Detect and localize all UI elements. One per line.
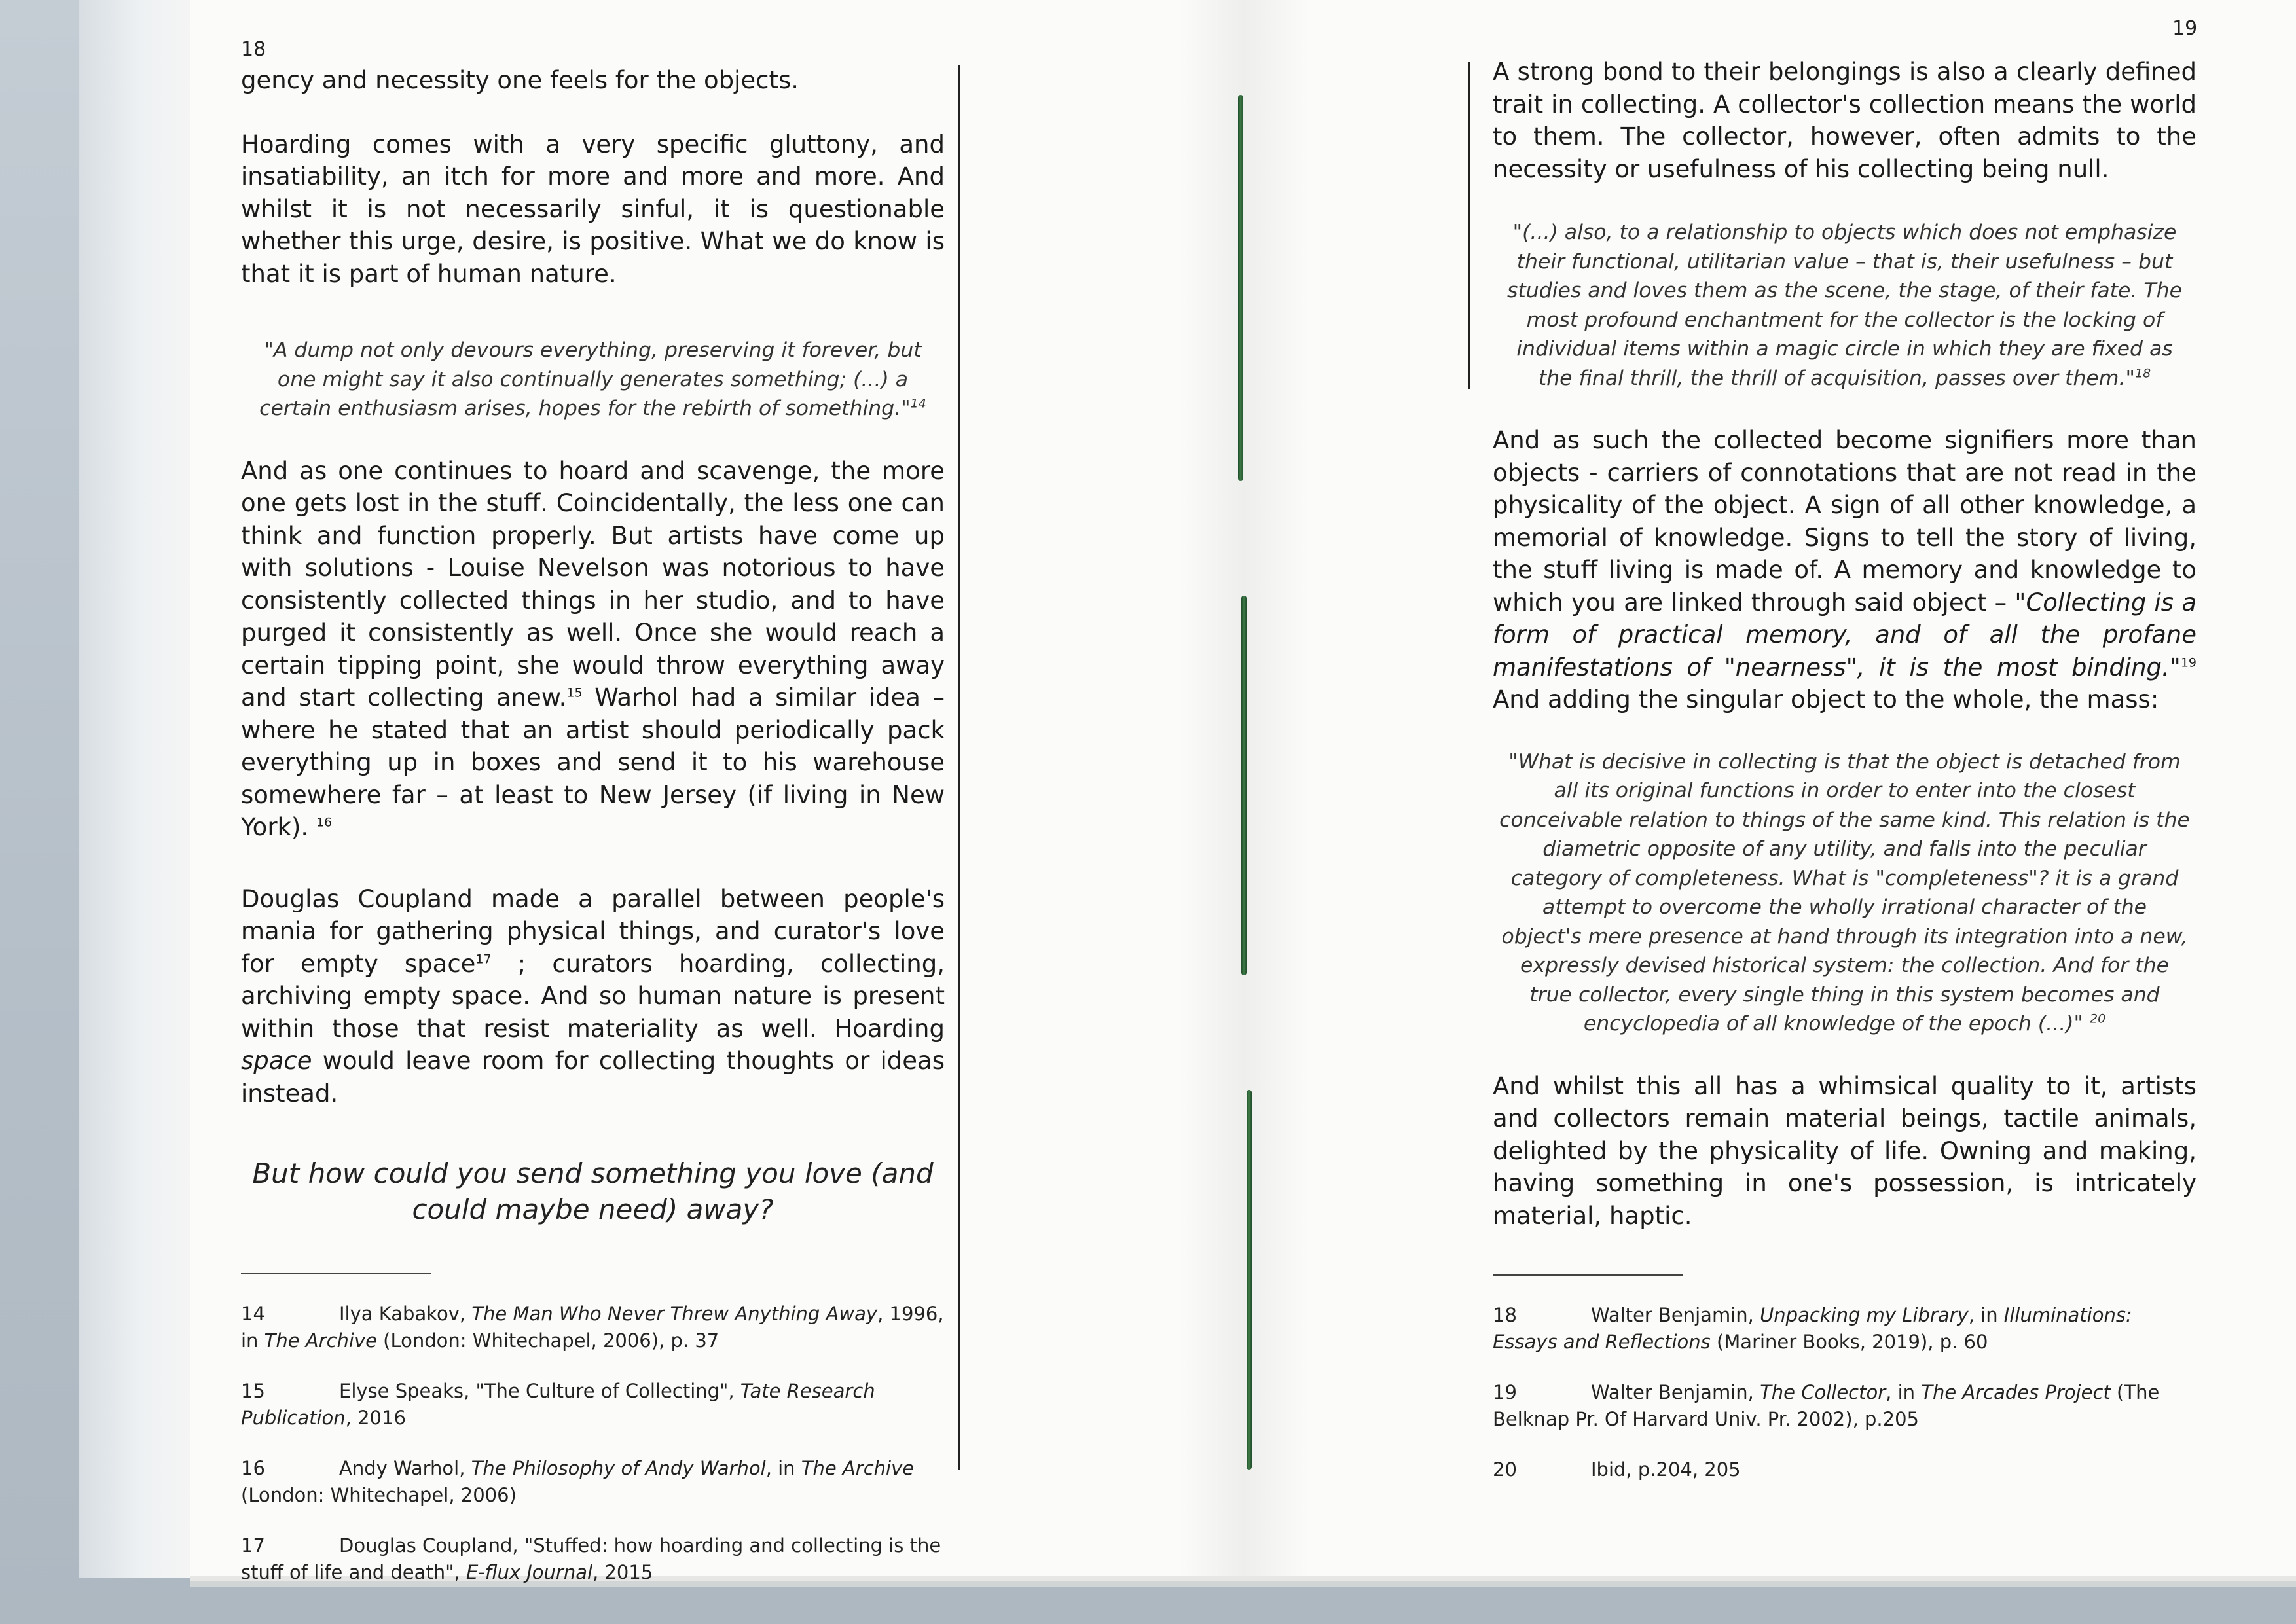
footnote-number: 18 (1493, 1304, 1517, 1326)
book-edge (79, 0, 203, 1578)
footnote-text: Illuminations: Essays and Reflections (1493, 1304, 2132, 1353)
right-paragraph-2: And as such the collected become signifiers more than objects - carriers of connotations that are not read in the physicality of the object. A sign of all other knowledge, a memorial of knowledge. Signs to tell the story of living, the stuff living is made of. A memory and knowledge to which you are linked through said object – "Collecting is a form of practical memory, and of all the profane manifestations of "nearness", it is the most binding."$^{19}$ And adding the singular object to the whole, the mass: (1493, 426, 2196, 713)
footnote-text: Walter Benjamin, (1591, 1381, 1760, 1403)
footnote-number: 14 (241, 1303, 265, 1325)
footnote-text: Tate Research Publication (241, 1380, 875, 1429)
footnote-text: The Arcades Project (1921, 1381, 2111, 1403)
left-paragraph-1: Hoarding comes with a very specific gluttony, and insatiability, an itch for more and more and more. And whilst it is not necessarily sinful, it is questionable whether this urge, desire, is positive. What we do know is that it is part of human nature. (241, 130, 945, 288)
left-page-body (241, 64, 945, 1586)
left-closing-question: But how could you send something you love (and could maybe need) away? (252, 1157, 934, 1225)
footnote-text: , in (765, 1457, 801, 1479)
left-column-rule (958, 65, 960, 1470)
footnote-number: 17 (241, 1534, 265, 1557)
left-page-number: 18 (241, 38, 266, 61)
left-quote-1: "A dump not only devours everything, preserving it forever, but one might say it also continually generates something; (...) a certain enthusiasm arises, hopes for the rebirth of something."$^{14}$ (259, 338, 926, 420)
footnote-text: (The Belknap Pr. Of Harvard Univ. Pr. 2002), p.205 (1493, 1381, 2160, 1430)
footnote-number: 20 (1493, 1458, 1517, 1481)
footnote-text: The Archive (801, 1457, 915, 1479)
right-footnote-rule (1493, 1274, 1683, 1276)
footnote-number: 15 (241, 1380, 265, 1402)
footnote-text: Ibid, p.204, 205 (1591, 1458, 1741, 1481)
right-column-rule (1468, 62, 1470, 389)
footnote-text: , in (1968, 1304, 2004, 1326)
footnote-text: , 1996, in (241, 1303, 944, 1352)
footnote-text: The Man Who Never Threw Anything Away (471, 1303, 878, 1325)
footnote-text: The Collector (1760, 1381, 1886, 1403)
footnote-text: Walter Benjamin, (1591, 1304, 1760, 1326)
left-footnote-rule (241, 1273, 431, 1274)
footnote (241, 1378, 945, 1432)
right-quote-1: "(...) also, to a relationship to objects which does not emphasize their functional, utilitarian value – that is, their usefulness – but studies and loves them as the scene, the stage, of their fate. The most profound enchantment for the collector is the locking of individual items within a magic circle in which they are fixed as the final thrill, the thrill of acquisition, passes over them."$^{18}$ (1506, 221, 2183, 390)
footnote-text: Ilya Kabakov, (339, 1303, 472, 1325)
left-paragraph-0: gency and necessity one feels for the objects. (241, 66, 799, 94)
footnote-text: (London: Whitechapel, 2006), p. 37 (376, 1329, 720, 1352)
right-paragraph-3: And whilst this all has a whimsical quality to it, artists and collectors remain material beings, tactile animals, delighted by the physicality of life. Owning and making, having something in one's possession, is intricately material, haptic. (1493, 1072, 2196, 1230)
binding-stitch-middle (1241, 596, 1247, 975)
footnote (241, 1532, 945, 1586)
left-paragraph-2: And as one continues to hoard and scavenge, the more one gets lost in the stuff. Coincidentally, the less one can think and function properly. But artists have come up with solutions - Louise Nevelson was notorious to have consistently collected things in her studio, and to have purged it consistently as well. Once she would reach a certain tipping point, she would throw everything away and start collecting anew.$^{15}$ Warhol had a similar idea – where he stated that an artist should periodically pack everything up in boxes and send it to his warehouse somewhere far – at least to New Jersey (if living in New York). $^{16}$ (241, 456, 945, 841)
right-paragraph-1: A strong bond to their belongings is also a clearly defined trait in collecting. A collector's collection means the world to them. The collector, however, often admits to the necessity or usefulness of his collecting being null. (1493, 58, 2196, 183)
footnote-text: (London: Whitechapel, 2006) (241, 1484, 517, 1506)
footnote-text: E-flux Journal (465, 1561, 593, 1583)
right-footnotes (1493, 1302, 2196, 1483)
footnote-text: Douglas Coupland, "Stuffed: how hoarding and collecting is the stuff of life and death", (241, 1534, 941, 1583)
footnote (241, 1455, 945, 1509)
footnote-text: (Mariner Books, 2019), p. 60 (1710, 1331, 1988, 1353)
footnote-number: 19 (1493, 1381, 1517, 1403)
footnote-text: Unpacking my Library (1760, 1304, 1969, 1326)
footnote-text: , 2015 (592, 1561, 653, 1583)
footnote (1493, 1456, 2196, 1483)
binding-stitch-top (1238, 95, 1243, 481)
right-page-number: 19 (2172, 17, 2198, 40)
footnote (1493, 1302, 2196, 1356)
footnote (241, 1301, 945, 1354)
left-footnotes (241, 1301, 945, 1586)
left-paragraph-3: Douglas Coupland made a parallel between people's mania for gathering physical things, and curator's love for empty space$^{17}$ ; curators hoarding, collecting, archiving empty space. And so human nature is present within those that resist materiality as well. Hoarding space would leave room for collecting thoughts or ideas instead. (241, 884, 945, 1108)
binding-stitch-bottom (1247, 1090, 1252, 1470)
right-page-body (1493, 56, 2196, 1483)
footnote-text: , 2016 (345, 1407, 406, 1429)
footnote (1493, 1379, 2196, 1433)
footnote-text: Elyse Speaks, "The Culture of Collecting", (339, 1380, 740, 1402)
footnote-text: The Philosophy of Andy Warhol (471, 1457, 766, 1479)
footnote-text: Andy Warhol, (339, 1457, 471, 1479)
footnote-text: The Archive (264, 1329, 377, 1352)
footnote-text: , in (1886, 1381, 1922, 1403)
right-quote-2: "What is decisive in collecting is that the object is detached from all its original functions in order to enter into the closest conceivable relation to things of the same kind. This relation is the diametric opposite of any utility, and falls into the peculiar category of completeness. What is "completeness"? it is a grand attempt to overcome the wholly irrational character of the object's mere presence at hand through its integration into a new, expressly devised historical system: the collection. And for the true collector, every single thing in this system becomes and encyclopedia of all knowledge of the epoch (...)" $^{20}$ (1499, 749, 2190, 1036)
footnote-number: 16 (241, 1457, 265, 1479)
